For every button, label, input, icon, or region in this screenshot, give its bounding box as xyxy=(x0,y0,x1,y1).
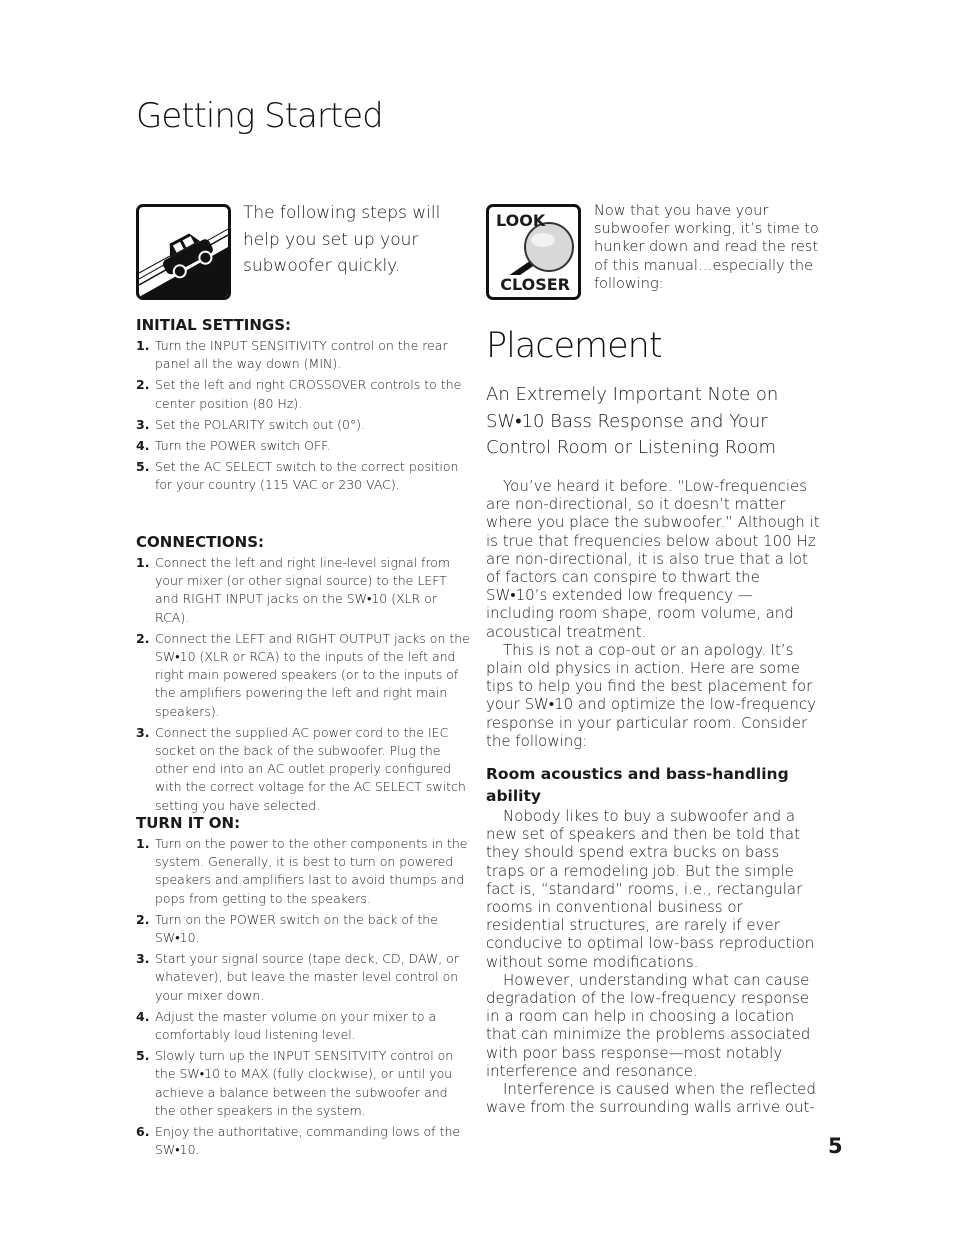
paragraph: Nobody likes to buy a subwoofer and a new set of speakers and then be told that they should spend extra bucks on bass traps or a remodeling job. But the simple fact is, “standard” rooms, i.e., rectangular rooms in conventional business or residential structures, are rarely if ever conducive to optimal low-bass reproduction without some modifications. xyxy=(486,807,815,971)
page-title: Getting Started xyxy=(136,96,383,136)
turn-it-on-list xyxy=(136,835,470,1159)
look-closer-text: Now that you have your subwoofer working, it’s time to hunker down and read the rest of this manual…especially the following: xyxy=(594,203,819,292)
initial-settings-section xyxy=(136,316,470,498)
placement-body xyxy=(486,477,822,1117)
list-item: 2. Connect the LEFT and RIGHT OUTPUT jacks on the SW•10 (XLR or RCA) to the inputs of the left and right main powered speakers (or to the inputs of the amplifiers powering the left and right main speakers). xyxy=(136,630,470,719)
connections-section xyxy=(136,533,470,818)
list-item: 4. Adjust the master volume on your mixer to a comfortably loud listening level. xyxy=(136,1008,437,1043)
placement-title: Placement xyxy=(486,326,662,366)
car-climbing-hill-icon xyxy=(136,204,231,300)
list-item: 1. Turn on the power to the other components in the system. Generally, it is best to turn on powered speakers and amplifiers last to avoid thumps and pops from getting to the speakers. xyxy=(136,836,468,906)
look-label: LOOK xyxy=(496,211,546,230)
room-acoustics-subheading: Room acoustics and bass-handling ability xyxy=(486,765,789,806)
connections-list xyxy=(136,554,470,815)
list-item: 1. Turn the INPUT SENSITIVITY control on the rear panel all the way down (MIN). xyxy=(136,338,448,372)
list-item: 5. Slowly turn up the INPUT SENSITVITY control on the SW•10 to MAX (fully clockwise), or until you achieve a balance between the subwoofer and the other speakers in the system. xyxy=(136,1048,454,1118)
initial-settings-list xyxy=(136,337,470,495)
list-item: 2. Turn on the POWER switch on the back of the SW•10. xyxy=(136,911,438,946)
initial-settings-heading: INITIAL SETTINGS: xyxy=(136,316,292,334)
list-item: 2. Set the left and right CROSSOVER controls to the center position (80 Hz). xyxy=(136,377,462,411)
connections-heading: CONNECTIONS: xyxy=(136,533,265,551)
paragraph: This is not a cop-out or an apology. It’s plain old physics in action. Here are some tips to help you find the best placement for your SW•10 and optimize the low-frequency response in your particular room. Consider the following: xyxy=(486,640,816,750)
intro-text: The following steps will help you set up your subwoofer quickly. xyxy=(243,203,441,276)
paragraph: You’ve heard it before. “Low-frequencies are non-directional, so it doesn’t matter where you place the subwoofer.” Although it is true that frequencies below about 100 Hz are non-directional, it is also true that a lot of factors can conspire to thwart the SW•10’s extended low frequency — including room shape, room volume, and acoustical treatment. xyxy=(486,477,820,641)
list-item: 4. Turn the POWER switch OFF. xyxy=(136,438,331,454)
magnifying-glass-icon xyxy=(486,204,581,300)
list-item: 5. Set the AC SELECT switch to the correct position for your country (115 VAC or 230 VAC). xyxy=(136,459,459,493)
turn-it-on-section xyxy=(136,814,470,1162)
list-item: 6. Enjoy the authoritative, commanding lows of the SW•10. xyxy=(136,1124,461,1158)
paragraph: However, understanding what can cause degradation of the low-frequency response in a room can help in choosing a location that can minimize the problems associated with poor bass response—most notably interference and resonance. xyxy=(486,970,811,1080)
list-item: 3. Connect the supplied AC power cord to the IEC socket on the back of the subwoofer. Plug the other end into an AC outlet properly configured with the correct voltage for the AC SELECT switch setting you have selected. xyxy=(136,724,466,813)
closer-label: CLOSER xyxy=(500,275,570,294)
list-item: 3. Start your signal source (tape deck, CD, DAW, or whatever), but leave the master level control on your mixer down. xyxy=(136,951,459,1003)
turn-it-on-heading: TURN IT ON: xyxy=(136,814,241,832)
paragraph: Interference is caused when the reflected wave from the surrounding walls arrive out- xyxy=(486,1080,816,1117)
list-item: 3. Set the POLARITY switch out (0°). xyxy=(136,416,366,432)
list-item: 1. Connect the left and right line-level signal from your mixer (or other signal source) to the LEFT and RIGHT INPUT jacks on the SW•10 (XLR or RCA). xyxy=(136,555,451,625)
page-number: 5 xyxy=(828,1134,843,1158)
placement-subtitle: An Extremely Important Note on SW•10 Bass Response and Your Control Room or Listening Room xyxy=(486,384,779,458)
